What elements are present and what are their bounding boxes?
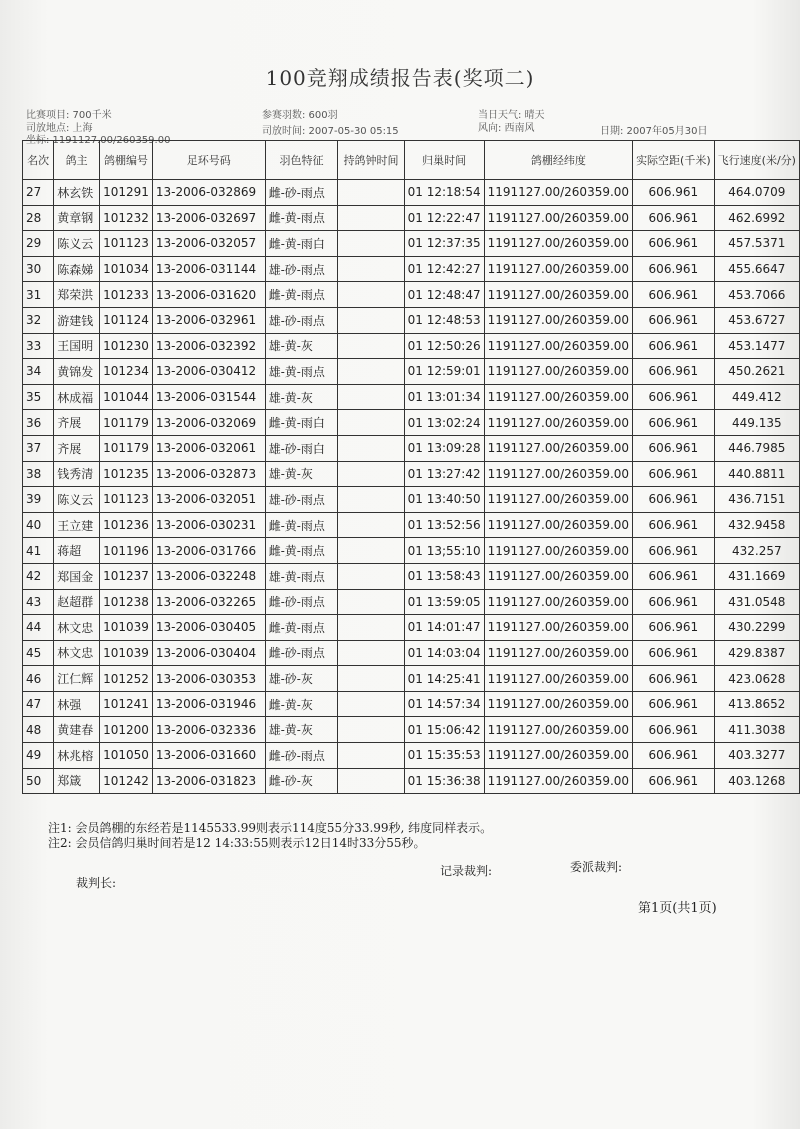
cell-coord: 1191127.00/260359.00 [484, 307, 632, 333]
header-feature: 羽色特征 [265, 141, 338, 180]
note-2: 注2: 会员信鸽归巢时间若是12 14:33:55则表示12日14时33分55秒。 [48, 836, 426, 850]
cell-coord: 1191127.00/260359.00 [484, 461, 632, 487]
cell-time: 01 13:52:56 [404, 512, 484, 538]
cell-feature: 雌-砂-雨点 [265, 589, 338, 615]
cell-coord: 1191127.00/260359.00 [484, 231, 632, 257]
cell-coord: 1191127.00/260359.00 [484, 640, 632, 666]
cell-feature: 雄-黄-雨点 [265, 359, 338, 385]
cell-name: 林玄铁 [54, 180, 100, 206]
cell-ring: 13-2006-032697 [152, 205, 265, 231]
cell-time: 01 15:35:53 [404, 743, 484, 769]
cell-speed: 431.1669 [714, 563, 799, 589]
cell-rank: 49 [23, 743, 54, 769]
cell-ring: 13-2006-031144 [152, 256, 265, 282]
header-clock: 持鸽钟时间 [338, 141, 404, 180]
place-label: 司放地点: 上海 [26, 123, 93, 134]
cell-coord: 1191127.00/260359.00 [484, 384, 632, 410]
cell-name: 蒋超 [54, 538, 100, 564]
cell-coord: 1191127.00/260359.00 [484, 717, 632, 743]
cell-rank: 33 [23, 333, 54, 359]
cell-time: 01 13;55:10 [404, 538, 484, 564]
table-row [23, 461, 800, 487]
cell-time: 01 12:42:27 [404, 256, 484, 282]
cell-clock [338, 307, 404, 333]
cell-loft: 101238 [100, 589, 153, 615]
cell-ring: 13-2006-032961 [152, 307, 265, 333]
release-time-label: 司放时间: 2007-05-30 05:15 [262, 126, 399, 137]
cell-loft: 101242 [100, 768, 153, 794]
cell-ring: 13-2006-032392 [152, 333, 265, 359]
chief-referee-label: 裁判长: [76, 876, 117, 890]
cell-ring: 13-2006-032873 [152, 461, 265, 487]
cell-speed: 432.9458 [714, 512, 799, 538]
notes [48, 821, 492, 851]
table-row [23, 768, 800, 794]
cell-name: 王立建 [54, 512, 100, 538]
cell-ring: 13-2006-030412 [152, 359, 265, 385]
cell-ring: 13-2006-032248 [152, 563, 265, 589]
cell-speed: 413.8652 [714, 691, 799, 717]
table-row [23, 589, 800, 615]
page-number: 第1页(共1页) [638, 901, 717, 916]
cell-coord: 1191127.00/260359.00 [484, 743, 632, 769]
cell-speed: 453.1477 [714, 333, 799, 359]
table-row [23, 231, 800, 257]
cell-rank: 38 [23, 461, 54, 487]
cell-distance: 606.961 [633, 691, 715, 717]
race-label: 比赛项目: 700千米 [26, 110, 112, 121]
cell-feature: 雄-砂-雨点 [265, 487, 338, 513]
cell-feature: 雌-黄-雨白 [265, 231, 338, 257]
cell-speed: 449.412 [714, 384, 799, 410]
cell-coord: 1191127.00/260359.00 [484, 256, 632, 282]
cell-rank: 30 [23, 256, 54, 282]
cell-distance: 606.961 [633, 512, 715, 538]
cell-rank: 42 [23, 563, 54, 589]
cell-time: 01 15:06:42 [404, 717, 484, 743]
cell-distance: 606.961 [633, 717, 715, 743]
cell-clock [338, 563, 404, 589]
cell-name: 郑荣洪 [54, 282, 100, 308]
cell-rank: 45 [23, 640, 54, 666]
cell-name: 江仁辉 [54, 666, 100, 692]
cell-speed: 455.6647 [714, 256, 799, 282]
cell-name: 林兆榕 [54, 743, 100, 769]
cell-ring: 13-2006-030231 [152, 512, 265, 538]
cell-coord: 1191127.00/260359.00 [484, 615, 632, 641]
cell-feature: 雄-黄-灰 [265, 384, 338, 410]
cell-distance: 606.961 [633, 307, 715, 333]
cell-time: 01 12:50:26 [404, 333, 484, 359]
date-label: 日期: 2007年05月30日 [600, 126, 708, 137]
cell-ring: 13-2006-031823 [152, 768, 265, 794]
cell-ring: 13-2006-032061 [152, 435, 265, 461]
cell-feature: 雌-黄-雨点 [265, 538, 338, 564]
table-row [23, 538, 800, 564]
cell-distance: 606.961 [633, 231, 715, 257]
cell-speed: 403.1268 [714, 768, 799, 794]
cell-loft: 101039 [100, 615, 153, 641]
cell-feature: 雌-砂-灰 [265, 768, 338, 794]
cell-distance: 606.961 [633, 384, 715, 410]
cell-rank: 46 [23, 666, 54, 692]
cell-distance: 606.961 [633, 768, 715, 794]
cell-time: 01 13:09:28 [404, 435, 484, 461]
cell-feature: 雌-黄-灰 [265, 691, 338, 717]
cell-time: 01 12:48:53 [404, 307, 484, 333]
cell-feature: 雄-砂-灰 [265, 666, 338, 692]
cell-name: 陈森娣 [54, 256, 100, 282]
cell-speed: 431.0548 [714, 589, 799, 615]
report-title: 100竞翔成绩报告表(奖项二) [265, 66, 535, 90]
cell-distance: 606.961 [633, 435, 715, 461]
cell-loft: 101230 [100, 333, 153, 359]
delegate-referee-label: 委派裁判: [570, 860, 623, 874]
cell-loft: 101123 [100, 231, 153, 257]
cell-loft: 101235 [100, 461, 153, 487]
cell-distance: 606.961 [633, 282, 715, 308]
cell-time: 01 13:27:42 [404, 461, 484, 487]
cell-name: 黄章钢 [54, 205, 100, 231]
cell-loft: 101123 [100, 487, 153, 513]
table-row [23, 205, 800, 231]
cell-distance: 606.961 [633, 205, 715, 231]
cell-clock [338, 512, 404, 538]
table-row [23, 691, 800, 717]
cell-name: 黄建春 [54, 717, 100, 743]
cell-clock [338, 666, 404, 692]
cell-ring: 13-2006-032869 [152, 180, 265, 206]
cell-time: 01 13:58:43 [404, 563, 484, 589]
cell-feature: 雌-黄-雨点 [265, 282, 338, 308]
cell-ring: 13-2006-031544 [152, 384, 265, 410]
cell-name: 郑箴 [54, 768, 100, 794]
cell-distance: 606.961 [633, 615, 715, 641]
cell-speed: 429.8387 [714, 640, 799, 666]
cell-distance: 606.961 [633, 359, 715, 385]
cell-coord: 1191127.00/260359.00 [484, 768, 632, 794]
cell-feature: 雄-黄-灰 [265, 333, 338, 359]
cell-coord: 1191127.00/260359.00 [484, 563, 632, 589]
cell-speed: 440.8811 [714, 461, 799, 487]
cell-loft: 101050 [100, 743, 153, 769]
cell-coord: 1191127.00/260359.00 [484, 410, 632, 436]
header-coord: 鸽棚经纬度 [484, 141, 632, 180]
cell-clock [338, 743, 404, 769]
table-row [23, 640, 800, 666]
cell-speed: 436.7151 [714, 487, 799, 513]
cell-rank: 28 [23, 205, 54, 231]
cell-ring: 13-2006-032057 [152, 231, 265, 257]
cell-coord: 1191127.00/260359.00 [484, 487, 632, 513]
cell-ring: 13-2006-031766 [152, 538, 265, 564]
cell-speed: 430.2299 [714, 615, 799, 641]
table-row [23, 435, 800, 461]
cell-name: 陈义云 [54, 487, 100, 513]
cell-rank: 27 [23, 180, 54, 206]
cell-clock [338, 538, 404, 564]
cell-time: 01 14:03:04 [404, 640, 484, 666]
cell-speed: 450.2621 [714, 359, 799, 385]
cell-feature: 雄-砂-雨点 [265, 307, 338, 333]
cell-time: 01 12:48:47 [404, 282, 484, 308]
cell-rank: 34 [23, 359, 54, 385]
cell-coord: 1191127.00/260359.00 [484, 512, 632, 538]
cell-clock [338, 640, 404, 666]
cell-ring: 13-2006-032265 [152, 589, 265, 615]
cell-rank: 35 [23, 384, 54, 410]
cell-distance: 606.961 [633, 410, 715, 436]
cell-speed: 457.5371 [714, 231, 799, 257]
cell-loft: 101232 [100, 205, 153, 231]
cell-ring: 13-2006-031946 [152, 691, 265, 717]
cell-speed: 423.0628 [714, 666, 799, 692]
cell-name: 齐展 [54, 435, 100, 461]
cell-name: 齐展 [54, 410, 100, 436]
table-header-row [23, 141, 800, 180]
cell-clock [338, 410, 404, 436]
cell-feature: 雄-黄-雨点 [265, 563, 338, 589]
cell-ring: 13-2006-031660 [152, 743, 265, 769]
cell-feature: 雄-黄-灰 [265, 717, 338, 743]
cell-distance: 606.961 [633, 333, 715, 359]
cell-feature: 雌-黄-雨点 [265, 512, 338, 538]
cell-clock [338, 384, 404, 410]
cell-loft: 101252 [100, 666, 153, 692]
cell-clock [338, 615, 404, 641]
cell-loft: 101196 [100, 538, 153, 564]
cell-loft: 101200 [100, 717, 153, 743]
cell-time: 01 14:57:34 [404, 691, 484, 717]
cell-loft: 101237 [100, 563, 153, 589]
cell-distance: 606.961 [633, 256, 715, 282]
cell-coord: 1191127.00/260359.00 [484, 666, 632, 692]
cell-coord: 1191127.00/260359.00 [484, 691, 632, 717]
cell-distance: 606.961 [633, 589, 715, 615]
header-name: 鸽主 [54, 141, 100, 180]
cell-time: 01 14:01:47 [404, 615, 484, 641]
cell-loft: 101234 [100, 359, 153, 385]
cell-coord: 1191127.00/260359.00 [484, 538, 632, 564]
cell-loft: 101044 [100, 384, 153, 410]
cell-clock [338, 256, 404, 282]
cell-loft: 101124 [100, 307, 153, 333]
cell-clock [338, 691, 404, 717]
cell-loft: 101179 [100, 410, 153, 436]
cell-clock [338, 231, 404, 257]
cell-speed: 462.6992 [714, 205, 799, 231]
cell-coord: 1191127.00/260359.00 [484, 282, 632, 308]
cell-speed: 403.3277 [714, 743, 799, 769]
cell-distance: 606.961 [633, 461, 715, 487]
note-1: 注1: 会员鸽棚的东经若是1145533.99则表示114度55分33.99秒, 纬度同样表示。 [48, 821, 493, 835]
cell-ring: 13-2006-030353 [152, 666, 265, 692]
cell-loft: 101291 [100, 180, 153, 206]
cell-name: 陈义云 [54, 231, 100, 257]
cell-time: 01 14:25:41 [404, 666, 484, 692]
cell-speed: 449.135 [714, 410, 799, 436]
cell-clock [338, 205, 404, 231]
cell-loft: 101179 [100, 435, 153, 461]
cell-distance: 606.961 [633, 538, 715, 564]
cell-loft: 101233 [100, 282, 153, 308]
table-row [23, 359, 800, 385]
cell-speed: 411.3038 [714, 717, 799, 743]
cell-clock [338, 589, 404, 615]
cell-rank: 39 [23, 487, 54, 513]
cell-name: 赵超群 [54, 589, 100, 615]
table-row [23, 180, 800, 206]
cell-feature: 雌-黄-雨点 [265, 205, 338, 231]
cell-name: 郑国金 [54, 563, 100, 589]
cell-time: 01 12:37:35 [404, 231, 484, 257]
cell-rank: 41 [23, 538, 54, 564]
cell-feature: 雌-黄-雨白 [265, 410, 338, 436]
table-row [23, 487, 800, 513]
cell-rank: 32 [23, 307, 54, 333]
header-speed: 飞行速度(米/分) [714, 141, 799, 180]
cell-speed: 453.6727 [714, 307, 799, 333]
header-ring: 足环号码 [152, 141, 265, 180]
header-time: 归巢时间 [404, 141, 484, 180]
cell-name: 林强 [54, 691, 100, 717]
cell-speed: 446.7985 [714, 435, 799, 461]
cell-ring: 13-2006-032336 [152, 717, 265, 743]
cell-name: 钱秀清 [54, 461, 100, 487]
cell-clock [338, 333, 404, 359]
cell-rank: 47 [23, 691, 54, 717]
cell-rank: 40 [23, 512, 54, 538]
cell-clock [338, 487, 404, 513]
recorder-referee-label: 记录裁判: [440, 864, 493, 878]
table-row [23, 717, 800, 743]
cell-rank: 29 [23, 231, 54, 257]
table-row [23, 410, 800, 436]
table-row [23, 307, 800, 333]
table-row [23, 563, 800, 589]
cell-name: 黄锦发 [54, 359, 100, 385]
cell-loft: 101241 [100, 691, 153, 717]
cell-clock [338, 282, 404, 308]
cell-rank: 44 [23, 615, 54, 641]
header-distance: 实际空距(千米) [633, 141, 715, 180]
cell-clock [338, 435, 404, 461]
table-row [23, 512, 800, 538]
cell-feature: 雄-砂-雨点 [265, 256, 338, 282]
cell-feature: 雌-黄-雨点 [265, 615, 338, 641]
cell-time: 01 13:40:50 [404, 487, 484, 513]
table-row [23, 282, 800, 308]
participation-label: 参赛羽数: 600羽 [262, 110, 338, 121]
cell-name: 王国明 [54, 333, 100, 359]
cell-loft: 101236 [100, 512, 153, 538]
table-row [23, 615, 800, 641]
cell-clock [338, 461, 404, 487]
cell-feature: 雄-砂-雨白 [265, 435, 338, 461]
cell-distance: 606.961 [633, 666, 715, 692]
cell-speed: 464.0709 [714, 180, 799, 206]
header-loft: 鸽棚编号 [100, 141, 153, 180]
cell-feature: 雌-砂-雨点 [265, 180, 338, 206]
cell-clock [338, 768, 404, 794]
cell-coord: 1191127.00/260359.00 [484, 180, 632, 206]
cell-loft: 101039 [100, 640, 153, 666]
cell-distance: 606.961 [633, 743, 715, 769]
cell-distance: 606.961 [633, 180, 715, 206]
cell-time: 01 12:22:47 [404, 205, 484, 231]
cell-rank: 37 [23, 435, 54, 461]
cell-time: 01 13:59:05 [404, 589, 484, 615]
table-row [23, 743, 800, 769]
cell-feature: 雄-黄-灰 [265, 461, 338, 487]
cell-rank: 43 [23, 589, 54, 615]
cell-loft: 101034 [100, 256, 153, 282]
table-row [23, 666, 800, 692]
cell-feature: 雌-砂-雨点 [265, 640, 338, 666]
cell-distance: 606.961 [633, 640, 715, 666]
cell-clock [338, 359, 404, 385]
cell-rank: 31 [23, 282, 54, 308]
cell-clock [338, 180, 404, 206]
cell-time: 01 13:02:24 [404, 410, 484, 436]
cell-time: 01 12:59:01 [404, 359, 484, 385]
cell-speed: 453.7066 [714, 282, 799, 308]
cell-feature: 雌-砂-雨点 [265, 743, 338, 769]
cell-name: 游建钱 [54, 307, 100, 333]
table-row [23, 333, 800, 359]
cell-name: 林文忠 [54, 640, 100, 666]
coords-label: 坐标: 1191127.00/260359.00 [26, 135, 171, 146]
table-row [23, 384, 800, 410]
cell-distance: 606.961 [633, 563, 715, 589]
cell-coord: 1191127.00/260359.00 [484, 589, 632, 615]
cell-ring: 13-2006-030405 [152, 615, 265, 641]
cell-ring: 13-2006-032069 [152, 410, 265, 436]
cell-ring: 13-2006-032051 [152, 487, 265, 513]
cell-rank: 50 [23, 768, 54, 794]
header-rank: 名次 [23, 141, 54, 180]
cell-rank: 36 [23, 410, 54, 436]
results-table [22, 140, 800, 794]
weather-label: 当日天气: 晴天 [478, 110, 545, 121]
cell-coord: 1191127.00/260359.00 [484, 359, 632, 385]
cell-ring: 13-2006-030404 [152, 640, 265, 666]
cell-name: 林成福 [54, 384, 100, 410]
cell-distance: 606.961 [633, 487, 715, 513]
wind-label: 风向: 西南风 [478, 123, 535, 134]
cell-speed: 432.257 [714, 538, 799, 564]
cell-name: 林文忠 [54, 615, 100, 641]
cell-coord: 1191127.00/260359.00 [484, 205, 632, 231]
cell-coord: 1191127.00/260359.00 [484, 435, 632, 461]
cell-time: 01 12:18:54 [404, 180, 484, 206]
cell-coord: 1191127.00/260359.00 [484, 333, 632, 359]
table-body [23, 180, 800, 794]
cell-ring: 13-2006-031620 [152, 282, 265, 308]
cell-clock [338, 717, 404, 743]
table-row [23, 256, 800, 282]
cell-rank: 48 [23, 717, 54, 743]
cell-time: 01 13:01:34 [404, 384, 484, 410]
cell-time: 01 15:36:38 [404, 768, 484, 794]
